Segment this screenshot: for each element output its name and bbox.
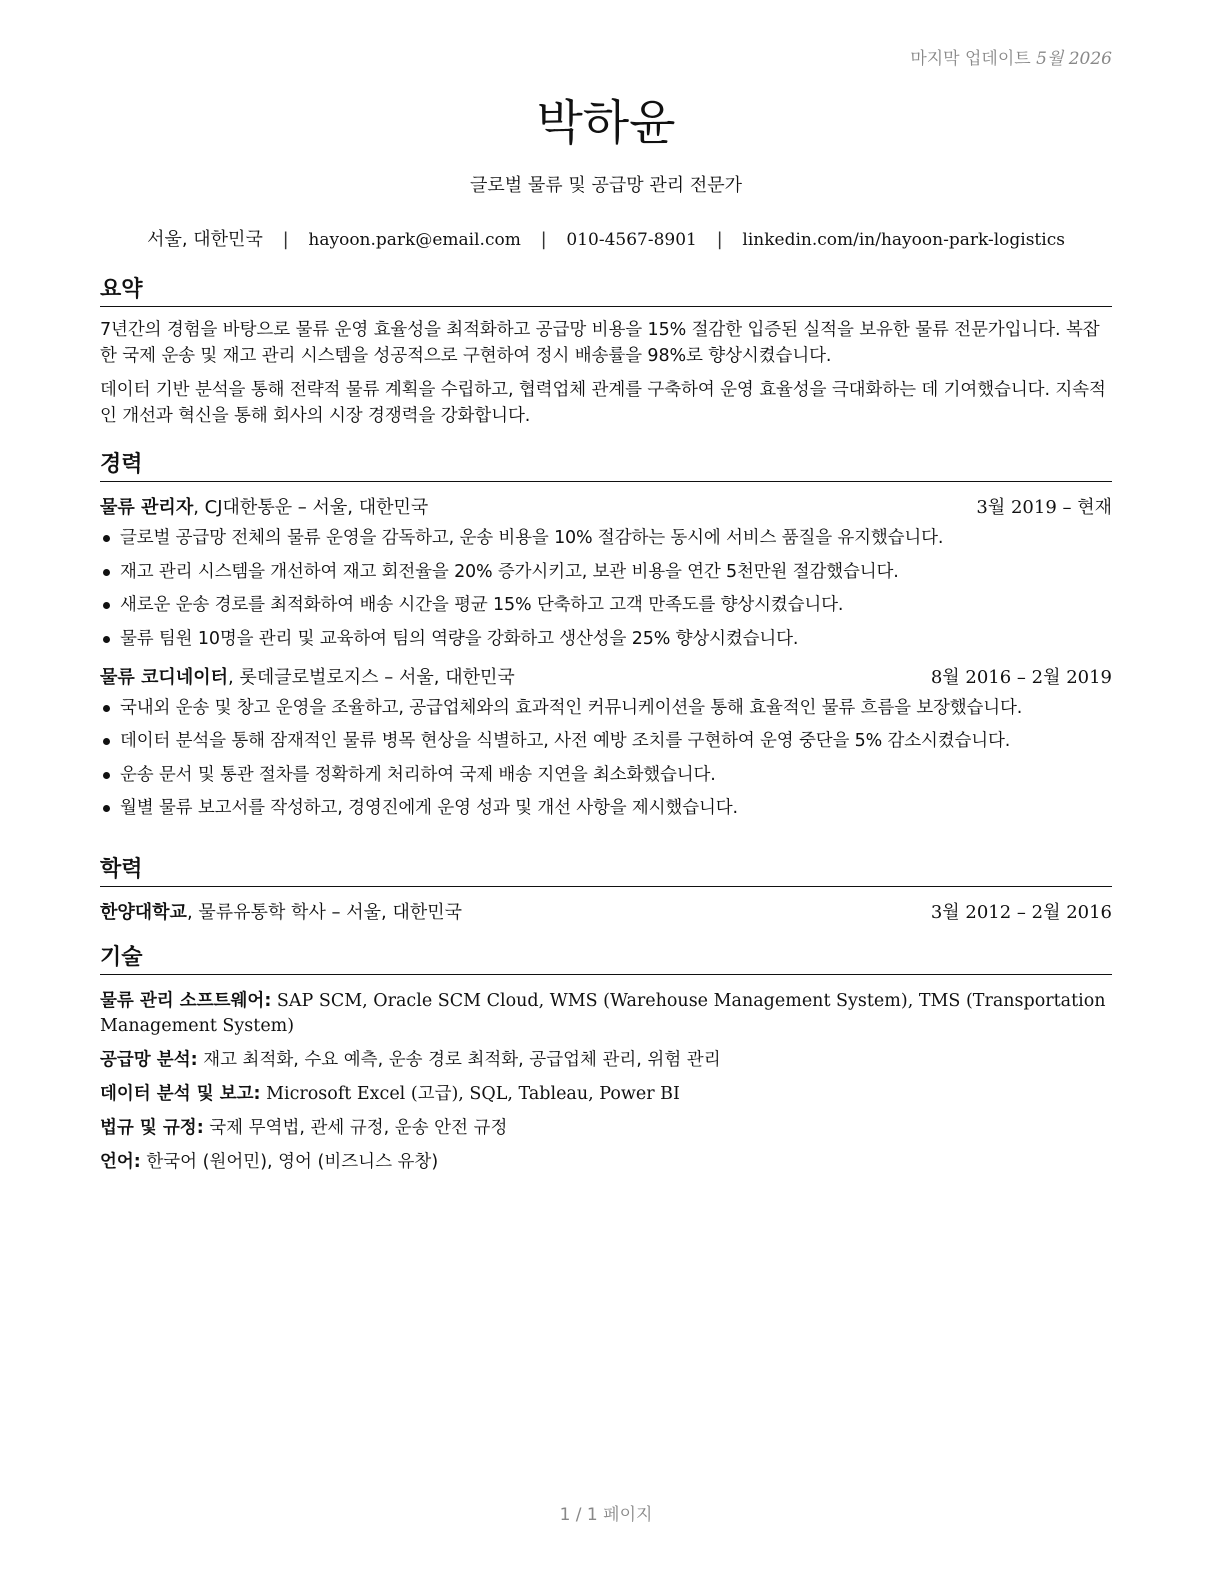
section-heading-experience: 경력	[100, 451, 1112, 482]
skill-value: 국제 무역법, 관세 규정, 운송 안전 규정	[203, 1118, 508, 1138]
contact-email[interactable]: hayoon.park@email.com	[308, 230, 521, 250]
summary-paragraph: 7년간의 경험을 바탕으로 물류 운영 효율성을 최적화하고 공급망 비용을 15% 절감한 입증된 실적을 보유한 물류 전문가입니다. 복잡한 국제 운송 및 재고 관리 시스템을 성공적으로 구현하여 정시 배송률을 98%로 향상시켰습니다.	[100, 320, 1100, 366]
skill-label: 데이터 분석 및 보고:	[100, 1084, 261, 1104]
list-item: 물류 팀원 10명을 관리 및 교육하여 팀의 역량을 강화하고 생산성을 25% 향상시켰습니다.	[100, 626, 1112, 652]
contact-phone: 010-4567-8901	[566, 230, 697, 250]
list-item: 글로벌 공급망 전체의 물류 운영을 감독하고, 운송 비용을 10% 절감하는 동시에 서비스 품질을 유지했습니다.	[100, 525, 1112, 551]
list-item: 데이터 분석을 통해 잠재적인 물류 병목 현상을 식별하고, 사전 예방 조치를 구현하여 운영 중단을 5% 감소시켰습니다.	[100, 728, 1112, 754]
section-heading-education: 학력	[100, 856, 1112, 887]
list-item: 운송 문서 및 통관 절차를 정확하게 처리하여 국제 배송 지연을 최소화했습니다.	[100, 762, 1112, 788]
experience-section	[100, 451, 1112, 829]
contact-separator: |	[716, 229, 723, 250]
job-company: , 롯데글로벌로지스 – 서울, 대한민국	[227, 666, 515, 688]
skill-label: 언어:	[100, 1152, 141, 1172]
skill-row	[100, 989, 1112, 1039]
skill-row	[100, 1082, 1112, 1107]
skill-row	[100, 1048, 1112, 1073]
job-header	[100, 665, 1112, 691]
skill-label: 공급망 분석:	[100, 1050, 198, 1070]
job-entry	[100, 665, 1112, 822]
skill-value: Microsoft Excel (고급), SQL, Tableau, Power BI	[260, 1084, 680, 1104]
job-role: 물류 관리자	[100, 497, 194, 518]
job-dates: 3월 2019 – 현재	[976, 497, 1112, 518]
updated-date: 5월 2026	[1036, 49, 1112, 69]
job-bullets	[100, 525, 1112, 652]
contact-separator: |	[282, 229, 289, 250]
skill-row	[100, 1116, 1112, 1141]
job-header	[100, 495, 1112, 521]
last-updated	[910, 44, 1112, 69]
skill-value: SAP SCM, Oracle SCM Cloud, WMS (Warehouse Management System), TMS (Transportation Management System)	[100, 991, 1106, 1036]
skill-value: 한국어 (원어민), 영어 (비즈니스 유창)	[140, 1152, 439, 1172]
job-bullets	[100, 695, 1112, 822]
job-dates: 8월 2016 – 2월 2019	[930, 666, 1112, 688]
list-item: 새로운 운송 경로를 최적화하여 배송 시간을 평균 15% 단축하고 고객 만족도를 향상시켰습니다.	[100, 592, 1112, 618]
section-heading-skills: 기술	[100, 944, 1112, 975]
resume-page	[100, 0, 1112, 1584]
education-entry	[100, 900, 1112, 926]
education-school: 한양대학교	[100, 902, 187, 923]
candidate-name: 박하윤	[536, 95, 676, 151]
job-entry	[100, 495, 1112, 652]
skill-row	[100, 1150, 1112, 1175]
section-heading-summary: 요약	[100, 276, 1112, 307]
page-number: 1 / 1 페이지	[559, 1505, 653, 1525]
skill-label: 법규 및 규정:	[100, 1118, 204, 1138]
summary-paragraph: 데이터 기반 분석을 통해 전략적 물류 계획을 수립하고, 협력업체 관계를 구축하여 운영 효율성을 극대화하는 데 기여했습니다. 지속적인 개선과 혁신을 통해 회사의 시장 경쟁력을 강화합니다.	[100, 380, 1106, 426]
contact-separator: |	[540, 229, 547, 250]
skill-value: 재고 최적화, 수요 예측, 운송 경로 최적화, 공급업체 관리, 위험 관리	[197, 1050, 721, 1070]
education-detail: , 물류유통학 학사 – 서울, 대한민국	[186, 902, 463, 923]
contact-line	[100, 225, 1112, 251]
list-item: 국내외 운송 및 창고 운영을 조율하고, 공급업체와의 효과적인 커뮤니케이션을 통해 효율적인 물류 흐름을 보장했습니다.	[100, 695, 1112, 721]
list-item: 재고 관리 시스템을 개선하여 재고 회전율을 20% 증가시키고, 보관 비용을 연간 5천만원 절감했습니다.	[100, 559, 1112, 585]
summary-section	[100, 276, 1112, 429]
skills-section	[100, 944, 1112, 1175]
contact-location: 서울, 대한민국	[147, 229, 263, 250]
list-item: 월별 물류 보고서를 작성하고, 경영진에게 운영 성과 및 개선 사항을 제시했습니다.	[100, 795, 1112, 821]
education-dates: 3월 2012 – 2월 2016	[930, 902, 1112, 923]
candidate-title: 글로벌 물류 및 공급망 관리 전문가	[469, 175, 743, 196]
job-role: 물류 코디네이터	[100, 666, 228, 688]
contact-linkedin[interactable]: linkedin.com/in/hayoon-park-logistics	[742, 230, 1065, 250]
skill-label: 물류 관리 소프트웨어:	[100, 991, 272, 1011]
education-section	[100, 856, 1112, 926]
updated-label: 마지막 업데이트	[910, 49, 1031, 69]
job-company: , CJ대한통운 – 서울, 대한민국	[193, 497, 429, 518]
